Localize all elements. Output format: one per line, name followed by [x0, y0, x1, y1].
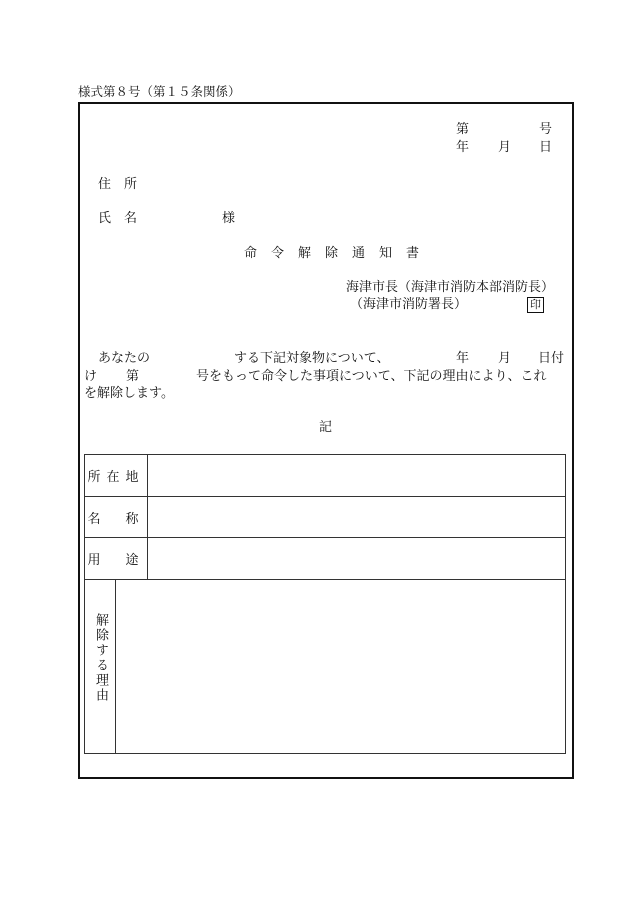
table-row [85, 455, 566, 497]
location-value [148, 455, 566, 497]
doc-number-dai: 第 [456, 122, 470, 137]
body-line2-b: 第 [126, 369, 140, 384]
body-line1-b: する下記対象物について、 [234, 351, 390, 366]
date-year: 年 [456, 140, 470, 155]
name-row-label: 名 称 [85, 497, 148, 538]
location-label: 所在地 [85, 455, 148, 497]
body-line1-day: 日付 [538, 351, 565, 366]
address-label: 住 所 [98, 177, 138, 192]
usage-value [148, 538, 566, 580]
issuer-line-2: （海津市消防署長） [350, 297, 468, 312]
doc-number-go: 号 [539, 122, 553, 137]
name-row-value [148, 497, 566, 538]
body-line2-a: け [84, 369, 98, 384]
reason-label-column [84, 579, 116, 753]
table-row [85, 497, 566, 538]
body-line1-month: 月 [498, 351, 512, 366]
body-line2-c: 号をもって命令した事項について、下記の理由により、これ [196, 369, 547, 384]
seal-box: 印 [527, 297, 544, 313]
date-month: 月 [498, 140, 512, 155]
reason-value [116, 580, 565, 752]
body-line3: を解除します。 [84, 386, 174, 401]
issuer-line-1: 海津市長（海津市消防本部消防長） [346, 280, 555, 295]
reason-label: 解除する理由 [93, 613, 108, 703]
name-label: 氏 名 [98, 211, 138, 226]
usage-label: 用 途 [85, 538, 148, 580]
date-day: 日 [539, 140, 553, 155]
honorific: 様 [222, 211, 236, 226]
form-number-label: 様式第８号（第１５条関係） [78, 84, 241, 99]
table-row [85, 538, 566, 580]
body-line1-year: 年 [456, 351, 470, 366]
ki-label: 記 [319, 420, 333, 435]
document-title: 命令解除通知書 [244, 246, 434, 261]
body-line1-a: あなたの [98, 351, 151, 366]
